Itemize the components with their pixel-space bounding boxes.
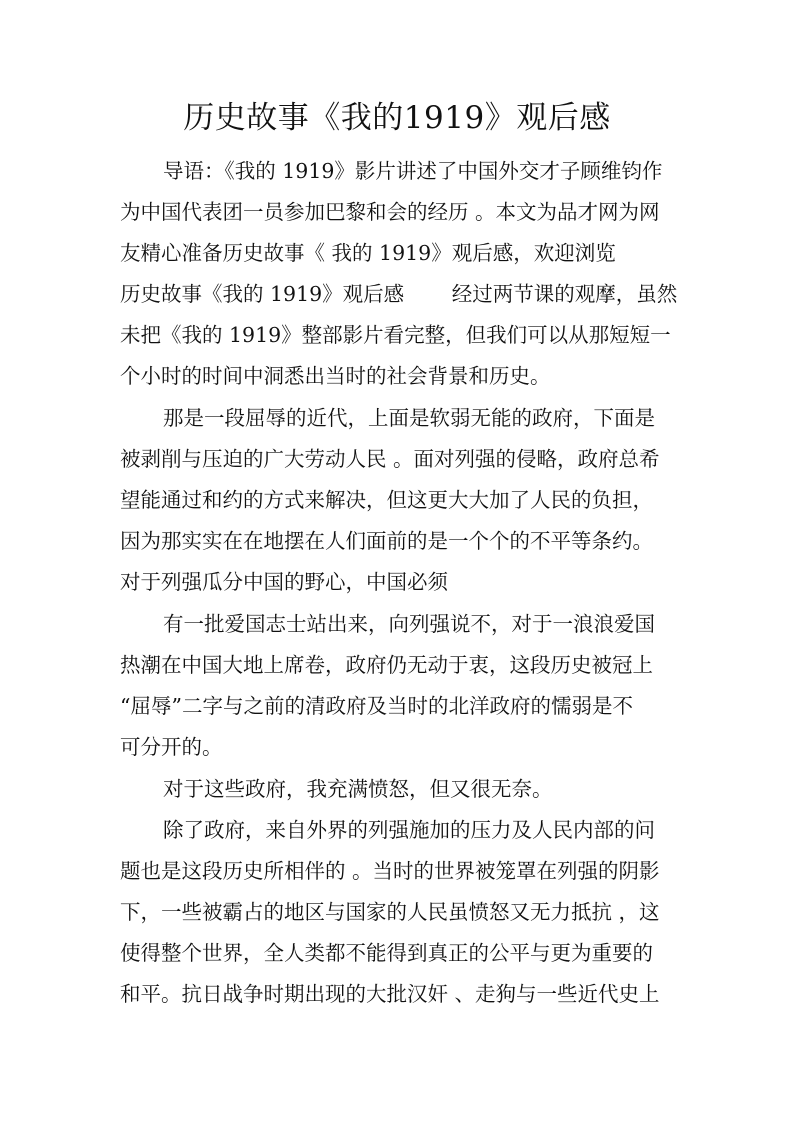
paragraph-line: “屈辱”二字与之前的清政府及当时的北洋政府的懦弱是不 <box>120 694 633 718</box>
paragraph-line: 那是一段屈辱的近代，上面是软弱无能的政府，下面是 <box>163 406 655 430</box>
paragraph-line: 下，一些被霸占的地区与国家的人民虽愤怒又无力抵抗 ，这 <box>120 900 660 924</box>
paragraph-line: 热潮在中国大地上席卷，政府仍无动于衷，这段历史被冠上 <box>120 653 653 677</box>
paragraph-line: 除了政府，来自外界的列强施加的压力及人民内部的问 <box>163 818 655 842</box>
paragraph-line: 可分开的。 <box>120 735 223 759</box>
paragraph-line: 使得整个世界，全人类都不能得到真正的公平与更为重要的 <box>120 941 653 965</box>
paragraph-line: 个小时的时间中洞悉出当时的社会背景和历史。 <box>120 364 551 388</box>
paragraph-line: 和平。抗日战争时期出现的大批汉奸 、走狗与一些近代史上 <box>120 982 660 1006</box>
paragraph-line: 未把《我的 1919》整部影片看完整，但我们可以从那短短一 <box>120 323 671 347</box>
paragraph-line: 题也是这段历史所相伴的 。当时的世界被笼罩在列强的阴影 <box>120 859 660 883</box>
paragraph-line: 因为那实实在在地摆在人们面前的是一个个的不平等条约。 <box>120 529 653 553</box>
paragraph-line: 为中国代表团一员参加巴黎和会的经历 。本文为品才网为网 <box>120 200 660 224</box>
paragraph-line: 有一批爱国志士站出来，向列强说不，对于一浪浪爱国 <box>163 612 655 636</box>
paragraph-line: 导语：《我的 1919》影片讲述了中国外交才子顾维钧作 <box>163 159 663 183</box>
paragraph-line: 对于列强瓜分中国的野心，中国必须 <box>120 570 448 594</box>
paragraph-line: 被剥削与压迫的广大劳动人民 。面对列强的侵略，政府总希 <box>120 447 660 471</box>
document-title: 历史故事《我的1919》观后感 <box>183 100 611 136</box>
paragraph-line: 望能通过和约的方式来解决，但这更大大加了人民的负担， <box>120 488 653 512</box>
paragraph-line: 历史故事《我的 1919》观后感 经过两节课的观摩，虽然 <box>120 282 678 306</box>
paragraph-line: 友精心准备历史故事《 我的 1919》观后感，欢迎浏览 <box>120 241 616 265</box>
paragraph-line: 对于这些政府，我充满愤怒，但又很无奈。 <box>163 777 553 801</box>
